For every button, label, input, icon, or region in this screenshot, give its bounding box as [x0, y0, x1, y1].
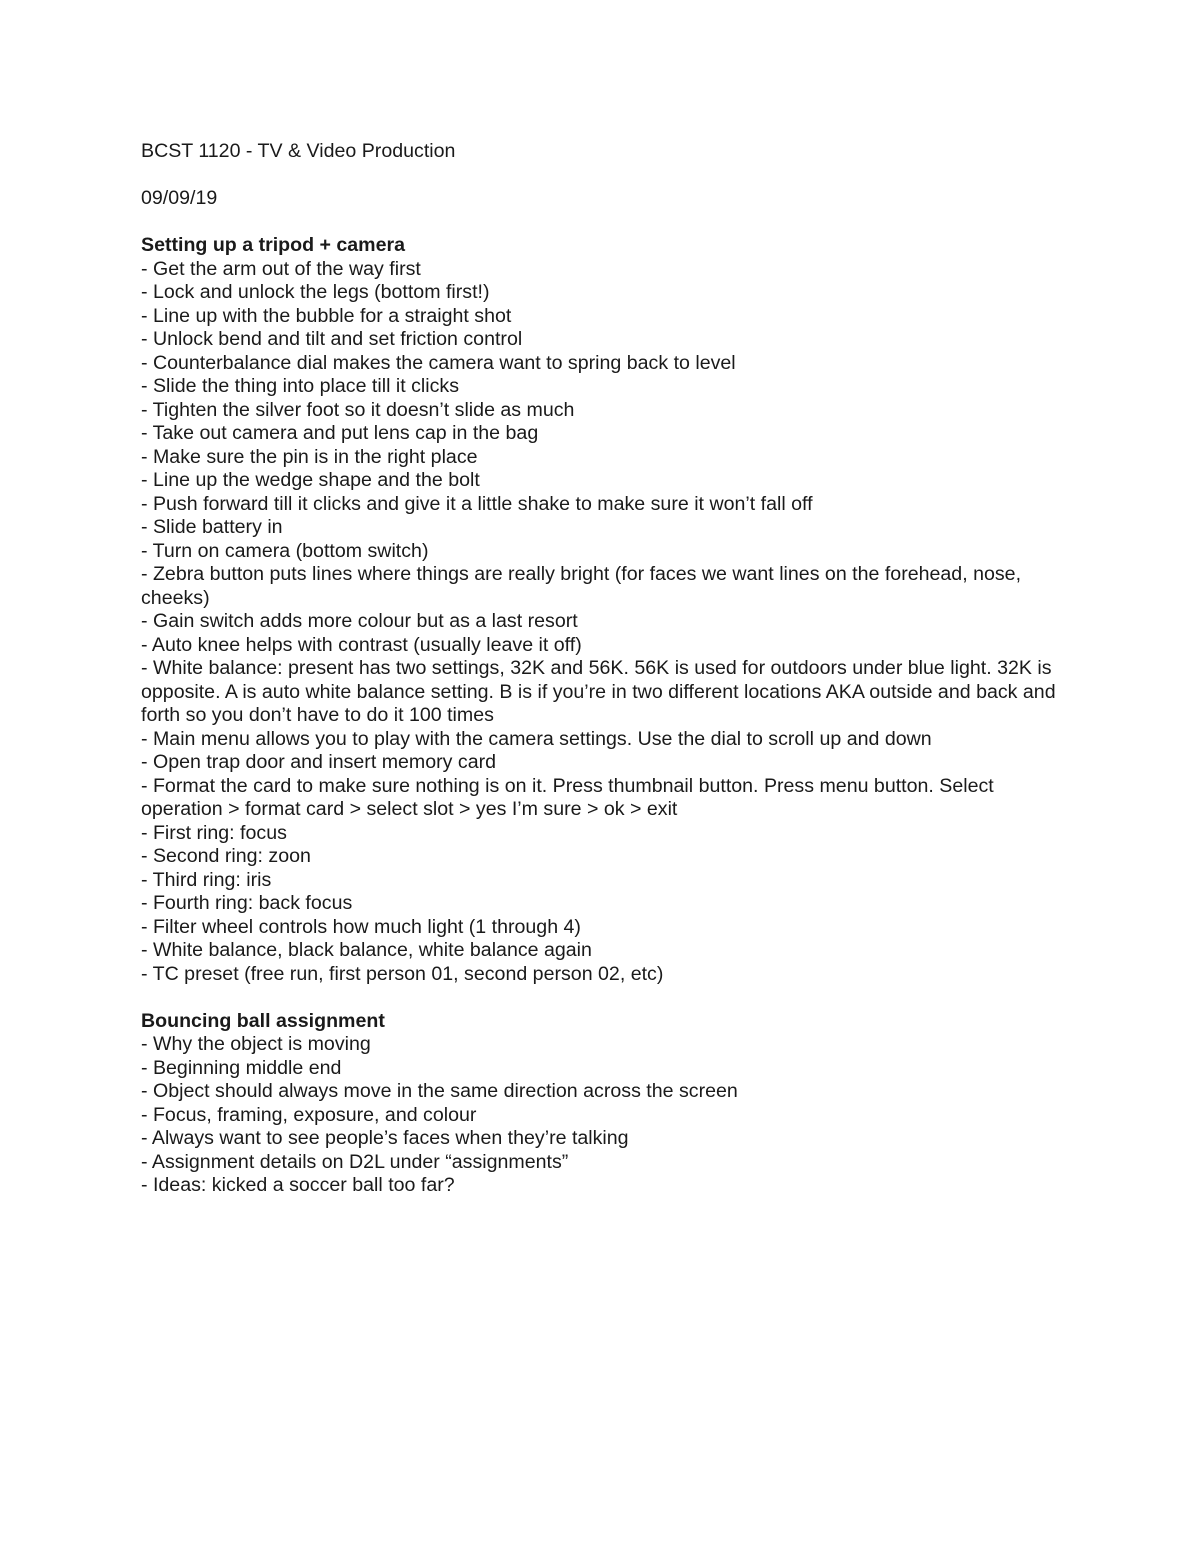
list-item: - Ideas: kicked a soccer ball too far?: [141, 1174, 455, 1196]
list-item: - Unlock bend and tilt and set friction control: [141, 328, 523, 350]
list-item: - Lock and unlock the legs (bottom first!): [141, 281, 490, 303]
list-item: - Assignment details on D2L under “assignments”: [141, 1150, 569, 1173]
list-item: - Slide the thing into place till it clicks: [141, 375, 459, 397]
list-item: - Focus, framing, exposure, and colour: [141, 1103, 477, 1126]
list-item: - White balance, black balance, white balance again: [141, 939, 592, 961]
list-item: - Object should always move in the same direction across the screen: [141, 1080, 738, 1102]
section-tripod-setup: [141, 234, 1061, 986]
course-title: BCST 1120 - TV & Video Production: [141, 140, 456, 162]
section-bouncing-ball: [141, 1010, 1061, 1198]
list-item: - Take out camera and put lens cap in the bag: [141, 422, 539, 444]
list-item: - Second ring: zoon: [141, 845, 311, 867]
list-item: - Fourth ring: back focus: [141, 892, 353, 914]
section-heading: Bouncing ball assignment: [141, 1009, 385, 1032]
list-item: - Gain switch adds more colour but as a last resort: [141, 610, 578, 632]
list-item: - Third ring: iris: [141, 868, 272, 891]
list-item: - Beginning middle end: [141, 1056, 342, 1079]
list-item: - Counterbalance dial makes the camera want to spring back to level: [141, 351, 736, 374]
list-item: - First ring: focus: [141, 821, 287, 844]
list-item: - Zebra button puts lines where things are really bright (for faces we want lines on the forehead, nose, cheeks): [141, 563, 1022, 609]
list-item: - Make sure the pin is in the right place: [141, 445, 478, 468]
document-page: [141, 140, 1061, 1198]
list-item: - Always want to see people’s faces when they’re talking: [141, 1127, 629, 1149]
list-item: - TC preset (free run, first person 01, second person 02, etc): [141, 962, 664, 985]
list-item: - Tighten the silver foot so it doesn’t slide as much: [141, 398, 575, 421]
list-item: - Open trap door and insert memory card: [141, 751, 497, 773]
section-heading: Setting up a tripod + camera: [141, 234, 406, 256]
list-item: - Auto knee helps with contrast (usually leave it off): [141, 633, 582, 656]
note-date: 09/09/19: [141, 187, 218, 209]
list-item: - Filter wheel controls how much light (1 through 4): [141, 915, 581, 938]
bullet-list: [141, 1033, 1061, 1198]
list-item: - White balance: present has two settings, 32K and 56K. 56K is used for outdoors under blue light. 32K is opposite. A is auto white balance setting. B is if you’re in two different locations AKA outside and back and forth so you don’t have to do it 100 times: [141, 657, 1056, 726]
list-item: - Line up with the bubble for a straight shot: [141, 304, 512, 327]
list-item: - Main menu allows you to play with the camera settings. Use the dial to scroll up and down: [141, 727, 932, 750]
list-item: - Get the arm out of the way first: [141, 257, 421, 280]
bullet-list: [141, 258, 1061, 987]
list-item: - Format the card to make sure nothing is on it. Press thumbnail button. Press menu button. Select operation > format card > select slot > yes I’m sure > ok > exit: [141, 774, 994, 820]
list-item: - Slide battery in: [141, 516, 283, 538]
list-item: - Line up the wedge shape and the bolt: [141, 469, 480, 491]
list-item: - Why the object is moving: [141, 1033, 371, 1055]
list-item: - Push forward till it clicks and give it a little shake to make sure it won’t fall off: [141, 492, 813, 515]
list-item: - Turn on camera (bottom switch): [141, 539, 429, 562]
